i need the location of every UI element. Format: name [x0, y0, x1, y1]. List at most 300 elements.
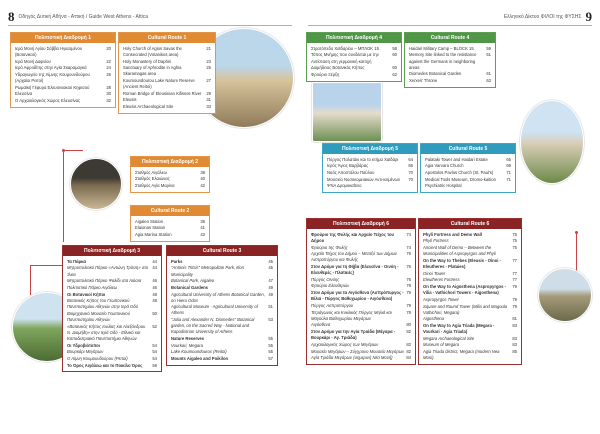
route-item-list: [307, 43, 401, 80]
tower-church-photo: [520, 100, 584, 184]
route-item-title: Φρούριο της Φυλής και Αρχαίο Τείχος του Δήμου: [311, 231, 394, 243]
route-item-page: 52: [152, 323, 157, 329]
route-item-page: 45: [268, 265, 273, 271]
cultural-route-2-english-box: [130, 205, 210, 242]
connector-line: [30, 265, 31, 295]
route-item-page: 82: [406, 348, 411, 354]
route-item-title: Parks: [171, 258, 183, 264]
route-item-page: 77: [512, 277, 517, 283]
route-item-page: 50: [152, 311, 157, 317]
route-item-page: 55: [268, 342, 273, 348]
route-item-title: Αιγόσθενα: [311, 322, 331, 328]
route-box-title: Πολιτιστική Διαδρομή 5: [323, 144, 417, 154]
route-list-item: [135, 225, 205, 231]
route-box-title: Cultural Route 4: [405, 33, 495, 43]
route-item-page: 79: [406, 290, 411, 296]
route-item-title: On the Way to Thebes (Eleusis - Oinoi - Eleutheres - Plataies): [423, 257, 502, 269]
cultural-route-6-greek-box: [306, 218, 416, 365]
route-list-item: [425, 163, 511, 169]
route-list-item: [423, 304, 517, 316]
cultural-route-2-greek-box: [130, 156, 210, 193]
route-list-item: [15, 59, 111, 65]
route-item-title: Τα Πάρκα: [67, 258, 86, 264]
route-box-title: Cultural Route 2: [131, 206, 209, 216]
route-list-item: [327, 170, 413, 176]
route-list-item: [409, 78, 491, 84]
route-item-page: 49: [268, 284, 273, 290]
route-item-page: 30: [106, 91, 111, 97]
route-list-item: [67, 292, 157, 298]
route-item-page: 75: [512, 238, 517, 244]
route-list-item: [123, 104, 211, 110]
route-item-page: 74: [406, 231, 411, 237]
route-item-title: Ναός Αποστόλου Παύλου: [327, 170, 375, 176]
route-item-page: 22: [106, 58, 111, 64]
route-item-page: 79: [512, 284, 517, 290]
route-item-page: 63: [486, 78, 491, 83]
route-item-page: 24: [106, 65, 111, 71]
route-list-item: [311, 264, 411, 276]
route-item-title: Phyli Fortress: [423, 238, 449, 244]
route-item-title: Μητροπολιτικό Πάρκο «Αντώνη Τρίτση» στο Ίλιον: [67, 265, 149, 277]
left-page-number: 8: [8, 9, 15, 24]
route-list-item: [311, 245, 411, 251]
route-list-item: [123, 97, 211, 103]
route-list-item: [171, 265, 273, 277]
route-list-item: [409, 52, 491, 70]
route-item-page: 65: [506, 156, 511, 162]
route-item-page: 62: [392, 71, 397, 77]
route-item-page: 20: [106, 45, 111, 51]
right-page-header: [504, 9, 592, 25]
route-item-title: Διομήδειος Βοτανικός Κήπος: [311, 65, 365, 71]
route-item-title: Σταθμός Αγία Μαρίνα: [135, 183, 175, 189]
route-list-item: [67, 265, 157, 277]
route-item-title: Σταθμός Αιγάλεω: [135, 169, 167, 175]
route-item-page: 70: [408, 176, 413, 182]
route-list-item: [423, 316, 517, 322]
route-item-title: Agia Marina Station: [135, 232, 172, 238]
route-item-list: [131, 216, 209, 241]
route-item-title: Koumoundourou Lake Nature Reserve (Ancient Reitoi): [123, 78, 195, 90]
route-box-title: Πολιτιστική Διαδρομή 2: [131, 157, 209, 167]
route-list-item: [67, 298, 157, 310]
route-item-page: 39: [200, 218, 205, 224]
route-item-list: [119, 43, 215, 113]
route-item-page: 55: [268, 336, 273, 342]
route-list-item: [67, 343, 157, 349]
route-item-title: Memory Site linked to the resistance against the Germans in neighboring areas: [409, 52, 477, 70]
cultural-route-5-greek-box: [322, 143, 418, 193]
route-item-page: 32: [106, 98, 111, 104]
route-list-item: [67, 324, 157, 342]
route-list-item: [311, 290, 411, 302]
route-item-page: 42: [200, 183, 205, 189]
cultural-route-6-english-box: [418, 218, 522, 365]
route-item-page: 84: [406, 355, 411, 361]
route-list-item: [171, 259, 273, 265]
route-list-item: [311, 303, 411, 309]
route-list-item: [171, 285, 273, 291]
route-item-page: 53: [268, 317, 273, 323]
route-item-title: Mounts Aigaleo and Poikilon: [171, 356, 229, 362]
route-item-page: 61: [486, 52, 491, 58]
route-list-item: [15, 91, 111, 97]
route-item-page: 54: [152, 349, 157, 355]
route-item-page: 23: [206, 58, 211, 64]
route-list-item: [311, 65, 397, 71]
route-list-item: [67, 278, 157, 284]
route-item-title: Sanctuary of Aphrodite in Aghia Skaramagas area: [123, 65, 182, 77]
route-item-title: On the Way to Aigosthena (Aspropyrgos - Vilia - Vathichori Towers - Aigosthena): [423, 284, 506, 296]
route-list-item: [171, 292, 273, 304]
route-list-item: [135, 219, 205, 225]
route-item-page: 81: [512, 316, 517, 322]
route-item-title: Medical Tools Museum, Dromo-kaition Psychiatric Hospital: [425, 176, 496, 188]
route-item-page: 25: [206, 65, 211, 71]
route-item-list: [405, 43, 495, 86]
route-list-item: [327, 157, 413, 163]
route-item-page: 77: [512, 257, 517, 263]
route-item-page: 80: [406, 322, 411, 328]
route-list-item: [171, 336, 273, 342]
route-list-item: [15, 85, 111, 91]
route-item-list: [323, 154, 417, 191]
route-list-item: [171, 343, 273, 349]
route-item-page: 61: [486, 71, 491, 77]
cultural-route-3-greek-box: [62, 245, 162, 372]
route-list-item: [123, 59, 211, 65]
route-item-page: 54: [152, 342, 157, 348]
route-list-item: [409, 46, 491, 52]
route-list-item: [311, 342, 411, 348]
route-item-page: 75: [512, 245, 517, 251]
route-list-item: [311, 349, 411, 355]
route-list-item: [311, 251, 411, 263]
route-item-list: [419, 229, 521, 364]
route-item-title: Βιομηχανικό Μουσείο Γεωπονικού Πανεπιστημίου Αθηνών: [67, 311, 130, 323]
left-header-rule: [8, 25, 292, 26]
route-item-page: 83: [512, 323, 517, 328]
route-list-item: [67, 259, 157, 265]
route-item-list: [167, 256, 277, 365]
route-list-item: [15, 98, 111, 104]
route-item-title: Φρούριο Ελευθερών: [311, 283, 350, 289]
route-item-list: [131, 167, 209, 192]
route-item-title: Αρχαίο Τείχος του Δήμου – Μεταξύ των Δήμων Ασπροπύργου και Φυλής: [311, 251, 397, 263]
route-item-page: 40: [200, 176, 205, 182]
route-item-page: 29: [206, 90, 211, 96]
left-page-header: [8, 9, 148, 25]
route-item-title: Diomedes Botanical Garden: [409, 71, 462, 77]
route-item-page: 71: [506, 170, 511, 176]
route-item-title: Ιερός Άγιος Βαρβάρας: [327, 163, 369, 169]
route-item-title: Botanical Gardens: [171, 284, 209, 290]
route-item-title: Ο Λίμνη Κουμουνδούρου (Ρειτοί): [67, 356, 128, 362]
route-item-page: 45: [268, 258, 273, 264]
connector-line: [30, 265, 62, 266]
right-page-title: Ελληνικό Δίκτυο ΦΙΛΟΙ της ΦΥΣΗΣ: [503, 14, 582, 20]
route-list-item: [423, 284, 517, 296]
route-item-title: Haidari Military Camp – BLOCK 15: [409, 45, 474, 51]
route-list-item: [423, 277, 517, 283]
route-item-title: Agricultural Museum - Agricultural University of Athens: [171, 304, 258, 316]
route-list-item: [425, 177, 511, 189]
route-item-title: Υδραγωγείο της Λίμνης Κουμουνδούρου (Αρχαίοι Ρειτοί): [15, 71, 90, 83]
route-list-item: [123, 78, 211, 90]
route-item-title: Holy Church of Agios Savas the Consecrated (Votanikos area): [123, 45, 182, 57]
route-item-title: Aigaleo Station: [135, 218, 164, 224]
left-page-title: Οδηγός Δυτική Αθήνα - Αττική / Guide West Athens - Attica: [18, 14, 148, 20]
cultural-route-4-greek-box: [306, 32, 402, 82]
route-item-page: 48: [152, 298, 157, 304]
cultural-route-1-greek-box: [10, 32, 116, 108]
route-item-title: Στον Δρόμο για τη Θήβα (Ελευσίνα - Οινόη - Ελευθερές - Πλαταιές): [311, 264, 399, 276]
route-list-item: [311, 322, 411, 328]
route-item-title: Phyli Fortress and Demo Wall: [423, 231, 482, 237]
route-item-title: Φρούριο της Φυλής: [311, 244, 348, 250]
route-list-item: [67, 349, 157, 355]
route-list-item: [123, 65, 211, 77]
route-list-item: [423, 342, 517, 348]
route-list-item: [15, 46, 111, 58]
route-item-page: 41: [200, 225, 205, 231]
route-item-page: 59: [486, 45, 491, 51]
cultural-route-4-english-box: [404, 32, 496, 88]
route-item-title: Αγία Τριάδα Μεγάρων (σημερινή Νέα Μονή): [311, 355, 393, 361]
route-list-item: [67, 285, 157, 291]
route-item-title: Agricultural University of Athens Botanical Garden, on Hiera Odos: [171, 291, 265, 303]
route-item-page: 75: [512, 231, 517, 237]
route-item-page: 33: [206, 104, 211, 110]
route-list-item: [423, 258, 517, 270]
route-item-title: Aigosthena: [423, 316, 444, 322]
route-list-item: [423, 349, 517, 361]
route-item-page: 44: [152, 258, 157, 264]
right-page-number: 9: [585, 9, 592, 24]
route-item-title: Roman Bridge of Eleusinian Kifissos River: [123, 90, 202, 96]
route-list-item: [423, 232, 517, 238]
route-list-item: [135, 176, 205, 182]
route-item-page: 49: [268, 291, 273, 297]
route-item-page: 82: [406, 341, 411, 347]
route-item-title: Eleusis Archaeological Site: [123, 104, 174, 110]
route-list-item: [311, 329, 411, 341]
route-item-page: 28: [106, 84, 111, 90]
route-item-page: 83: [512, 342, 517, 348]
route-item-title: Σταθμός Ελαιώνας: [135, 176, 170, 182]
route-list-item: [15, 72, 111, 84]
route-list-item: [123, 46, 211, 58]
route-list-item: [311, 355, 411, 361]
station-photo: [70, 158, 122, 210]
route-item-page: 79: [406, 302, 411, 308]
route-item-title: Ο Αρχαιολογικός Χώρος Ελευσίνας: [15, 98, 81, 104]
route-item-page: 74: [406, 244, 411, 250]
route-item-title: Aspropyrgos Tower: [423, 296, 459, 302]
route-list-item: [135, 183, 205, 189]
route-item-title: Museum of Megara: [423, 342, 460, 348]
route-item-page: 83: [512, 335, 517, 341]
route-item-title: Vourkari, Megara: [171, 342, 203, 348]
connector-line: [576, 232, 577, 274]
route-list-item: [311, 72, 397, 78]
route-item-list: [11, 43, 115, 107]
route-item-page: 79: [406, 309, 411, 315]
route-item-title: Βουρκάρι Μεγάρων: [67, 349, 104, 355]
route-list-item: [123, 91, 211, 97]
route-item-title: Elaionas Station: [135, 225, 166, 231]
route-item-title: Ιερά Μονή Δαφνίου: [15, 58, 51, 64]
route-item-page: 54: [152, 356, 157, 362]
route-item-page: 27: [206, 78, 211, 83]
route-box-title: Cultural Route 6: [419, 219, 521, 229]
route-item-list: [63, 256, 161, 371]
route-item-page: 76: [406, 251, 411, 257]
route-item-page: 57: [268, 356, 273, 362]
cultural-route-1-english-box: [118, 32, 216, 114]
route-item-title: Πολιτιστικό Πάρκο Αιγάλεω: [67, 284, 117, 290]
route-list-item: [425, 157, 511, 163]
route-item-title: Xerxes' Throne: [409, 78, 438, 83]
route-item-list: [421, 154, 515, 191]
route-box-title: Cultural Route 3: [167, 246, 277, 256]
route-item-title: Eleusis: [123, 97, 137, 103]
route-item-page: 69: [506, 163, 511, 169]
route-item-title: Megara Archaeological Site: [423, 335, 475, 341]
route-item-page: 51: [268, 304, 273, 310]
route-item-title: Ελευσίνα: [15, 91, 33, 97]
route-item-title: Πύργος Παλατάκι και το κτήμα Χαϊδάρι: [327, 156, 399, 162]
route-list-item: [171, 278, 273, 284]
route-item-title: Square and Round Tower (Milia and Magoula Vathichori, Megara): [423, 303, 508, 315]
route-item-page: 46: [152, 278, 157, 284]
route-item-title: Στον Δρόμο για την Αγία Τριάδα (Μέγαρα - Βουρκάρι - Αγ. Τριάδα): [311, 329, 396, 341]
route-item-page: 85: [512, 349, 517, 355]
connector-dot: [62, 149, 65, 152]
route-item-page: 38: [200, 169, 205, 175]
route-list-item: [423, 245, 517, 257]
route-item-title: Botanical Park, Aigaleo: [171, 278, 215, 284]
route-list-item: [311, 310, 411, 322]
route-item-title: Ιερό Αφροδίτης στην Αγία Σκαραμαγκά: [15, 65, 87, 71]
route-item-title: Μουσείο Νοσοκομειακών Αντι-κειμένων ΨΝΑ Δρομοκαΐτειο: [327, 176, 401, 188]
camp-building-photo: [312, 82, 382, 142]
route-box-title: Cultural Route 1: [119, 33, 215, 43]
cultural-route-5-english-box: [420, 143, 516, 193]
route-list-item: [135, 232, 205, 238]
route-item-page: 82: [406, 329, 411, 335]
route-item-page: 26: [106, 71, 111, 77]
connector-line: [63, 150, 83, 151]
route-item-title: Πύργος Ασπροπύργου: [311, 302, 354, 308]
route-list-item: [423, 323, 517, 335]
route-list-item: [311, 283, 411, 289]
route-item-page: 79: [512, 303, 517, 309]
route-list-item: [171, 349, 273, 355]
route-item-page: 64: [408, 156, 413, 162]
route-item-title: Τετράγωνος και Κυκλικός Πύργος Μηλιά και Μαγούλα Βαθυχωρίου Μεγάρων: [311, 309, 392, 321]
route-list-item: [409, 71, 491, 77]
route-box-title: Πολιτιστική Διαδρομή 1: [11, 33, 115, 43]
route-box-title: Πολιτιστική Διαδρομή 3: [63, 246, 161, 256]
fortress-photo: [538, 268, 592, 322]
route-item-page: 76: [406, 276, 411, 282]
route-item-title: Βοτανικός Κήπος του Γεωπονικού Πανεπιστημίου Αθηνών στην Ιερά Οδό: [67, 298, 138, 310]
route-item-title: Στον Δρόμο για τα Αιγόσθενα (Ασπρόπυργος - Βίλια - Πύργος Βαθυχωρίου - Αιγόσθενα): [311, 290, 404, 302]
route-item-page: 71: [506, 176, 511, 182]
route-list-item: [311, 277, 411, 283]
route-item-page: 46: [152, 284, 157, 290]
route-item-title: Oinoi Tower: [423, 270, 446, 276]
route-item-title: Στρατόπεδο Χαϊδαρίου – ΜΠΛΟΚ 15: [311, 45, 379, 51]
route-list-item: [327, 163, 413, 169]
route-item-title: Eleutheres Fortress: [423, 277, 460, 283]
route-item-title: Ancient Wall of Demo – Between the Municipalities of Aspropyrgos and Phyli: [423, 245, 496, 257]
route-list-item: [135, 170, 205, 176]
route-item-title: Agia Triada district, Megara (modern Nea Moni): [423, 349, 500, 361]
route-item-title: Μουσείο Μεγάρων – Σύγχρονο Μουσείο Μεγάρων: [311, 348, 405, 354]
route-list-item: [67, 363, 157, 369]
route-item-title: "Julia and Alexander N. Diomedes" Botanical garden, on the Sacred Way - National and Kapodistrian University of Athens: [171, 317, 255, 335]
route-list-item: [423, 238, 517, 244]
route-item-list: [307, 229, 415, 364]
route-item-title: «Βοτανικός Κήπος Ιουλίας και Αλεξάνδρου Ν. Διομήδη» στην Ιερά Οδό - Εθνικό και Καποδιστριακό Πανεπιστήμιο Αθηνών: [67, 323, 146, 342]
route-item-title: Ρωμαϊκή Γέφυρα Ελευσινιακού Κηφισού: [15, 84, 90, 90]
route-box-title: Πολιτιστική Διαδρομή 6: [307, 219, 415, 229]
route-list-item: [15, 65, 111, 71]
route-item-page: 43: [200, 232, 205, 238]
route-item-page: 55: [268, 349, 273, 355]
route-item-title: Lake Koumoundouros (Reitoi): [171, 349, 227, 355]
route-item-page: 60: [392, 52, 397, 58]
route-item-page: 21: [206, 45, 211, 51]
route-item-title: Φρούριο Ξέρξη: [311, 71, 340, 77]
route-item-page: 47: [268, 278, 273, 284]
route-list-item: [67, 356, 157, 362]
route-list-item: [311, 232, 411, 244]
route-item-title: Αρχαιολογικός Χώρος των Μεγάρων: [311, 341, 379, 347]
route-item-page: 78: [406, 283, 411, 289]
route-list-item: [327, 177, 413, 189]
route-item-title: Μητροπολιτικό Πάρκο Ψαλίδι στα Λιόσια: [67, 278, 142, 284]
route-item-title: Οι Υδροβιότοποι: [67, 342, 100, 348]
route-item-title: Apostolos Pavlos Church (St. Paul's): [425, 170, 494, 176]
route-item-page: 56: [152, 362, 157, 368]
route-box-title: Cultural Route 5: [421, 144, 515, 154]
route-item-title: Τόπος Μνήμης που συνδέεται με την Αντίσταση στη γερμανική κατοχή: [311, 52, 379, 64]
route-item-title: Πύργος Οινόης: [311, 276, 340, 282]
route-item-page: 79: [512, 296, 517, 302]
route-list-item: [311, 46, 397, 52]
route-item-page: 76: [406, 264, 411, 269]
route-item-page: 60: [392, 65, 397, 71]
route-item-title: "Antonis Tritsis" Metropolitan Park, Ilion Municipality: [171, 265, 244, 277]
connector-dot: [575, 231, 578, 234]
route-box-title: Πολιτιστική Διαδρομή 4: [307, 33, 401, 43]
route-item-page: 44: [152, 265, 157, 271]
route-list-item: [423, 271, 517, 277]
route-item-page: 31: [206, 97, 211, 103]
route-item-title: On the Way to Agia Triada (Megara - Vourkari - Agia Triada): [423, 323, 495, 335]
route-item-page: 66: [408, 163, 413, 169]
route-list-item: [171, 317, 273, 335]
route-list-item: [423, 297, 517, 303]
route-item-title: Το Όρος Αιγάλεω και το Ποικίλο Όρος: [67, 362, 143, 368]
route-item-title: Οι Βοτανικοί Κήποι: [67, 291, 106, 297]
route-item-page: 58: [392, 45, 397, 51]
route-item-title: Nature Reserves: [171, 336, 205, 342]
